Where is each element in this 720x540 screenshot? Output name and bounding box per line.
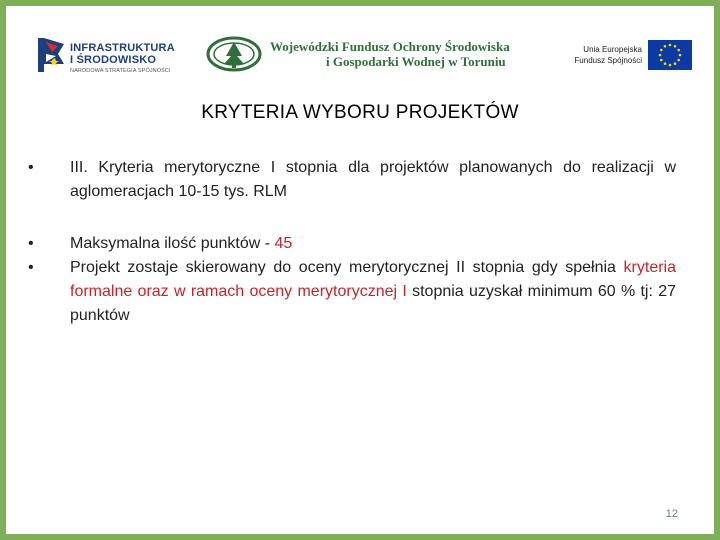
eu-line1: Unia Europejska — [583, 45, 642, 54]
bullet-criteria-text: III. Kryteria merytoryczne I stopnia dla projektów planowanych do realizacji w aglomeracjach 10-15 tys. RLM — [70, 159, 676, 200]
ios-line1: INFRASTRUKTURA — [70, 42, 175, 54]
ios-line2: I ŚRODOWISKO — [70, 54, 157, 66]
bullet-marker: • — [28, 159, 34, 176]
slide-title: KRYTERIA WYBORU PROJEKTÓW — [201, 102, 519, 123]
eu-text — [542, 44, 642, 66]
bullet-criteria — [26, 156, 676, 204]
bullet-list — [26, 156, 676, 328]
eu-flag-icon — [648, 40, 692, 70]
page-number: 12 — [665, 508, 678, 520]
bullet-marker: • — [28, 235, 34, 252]
bullet-max-points — [26, 232, 676, 256]
slide — [6, 6, 714, 534]
eu-line2: Fundusz Spójności — [574, 56, 642, 65]
wf-line2: i Gospodarki Wodnej w Toruniu — [326, 54, 506, 69]
wfosigw-logo — [206, 36, 518, 76]
flag-star-icon — [36, 34, 66, 74]
max-points-text: Maksymalna ilość punktów - — [70, 235, 275, 252]
threshold-text-2: stopnia uzyskał minimum 60 % tj: 27 punktów — [70, 283, 677, 324]
bullet-threshold — [26, 256, 676, 328]
threshold-text-1: Projekt zostaje skierowany do oceny merytorycznej II stopnia gdy spełnia — [70, 259, 624, 276]
threshold-text-highlight: kryteria formalne oraz w ramach oceny merytorycznej I — [70, 259, 676, 300]
max-points-value: 45 — [274, 235, 293, 252]
tree-emblem-icon — [206, 36, 262, 72]
header — [6, 6, 714, 86]
bullet-marker: • — [28, 259, 34, 276]
infrastruktura-logo — [36, 34, 176, 80]
ios-subtitle: NARODOWA STRATEGIA SPÓJNOŚCI — [70, 68, 171, 74]
wf-line1: Wojewódzki Fundusz Ochrony Środowiska — [270, 39, 510, 54]
